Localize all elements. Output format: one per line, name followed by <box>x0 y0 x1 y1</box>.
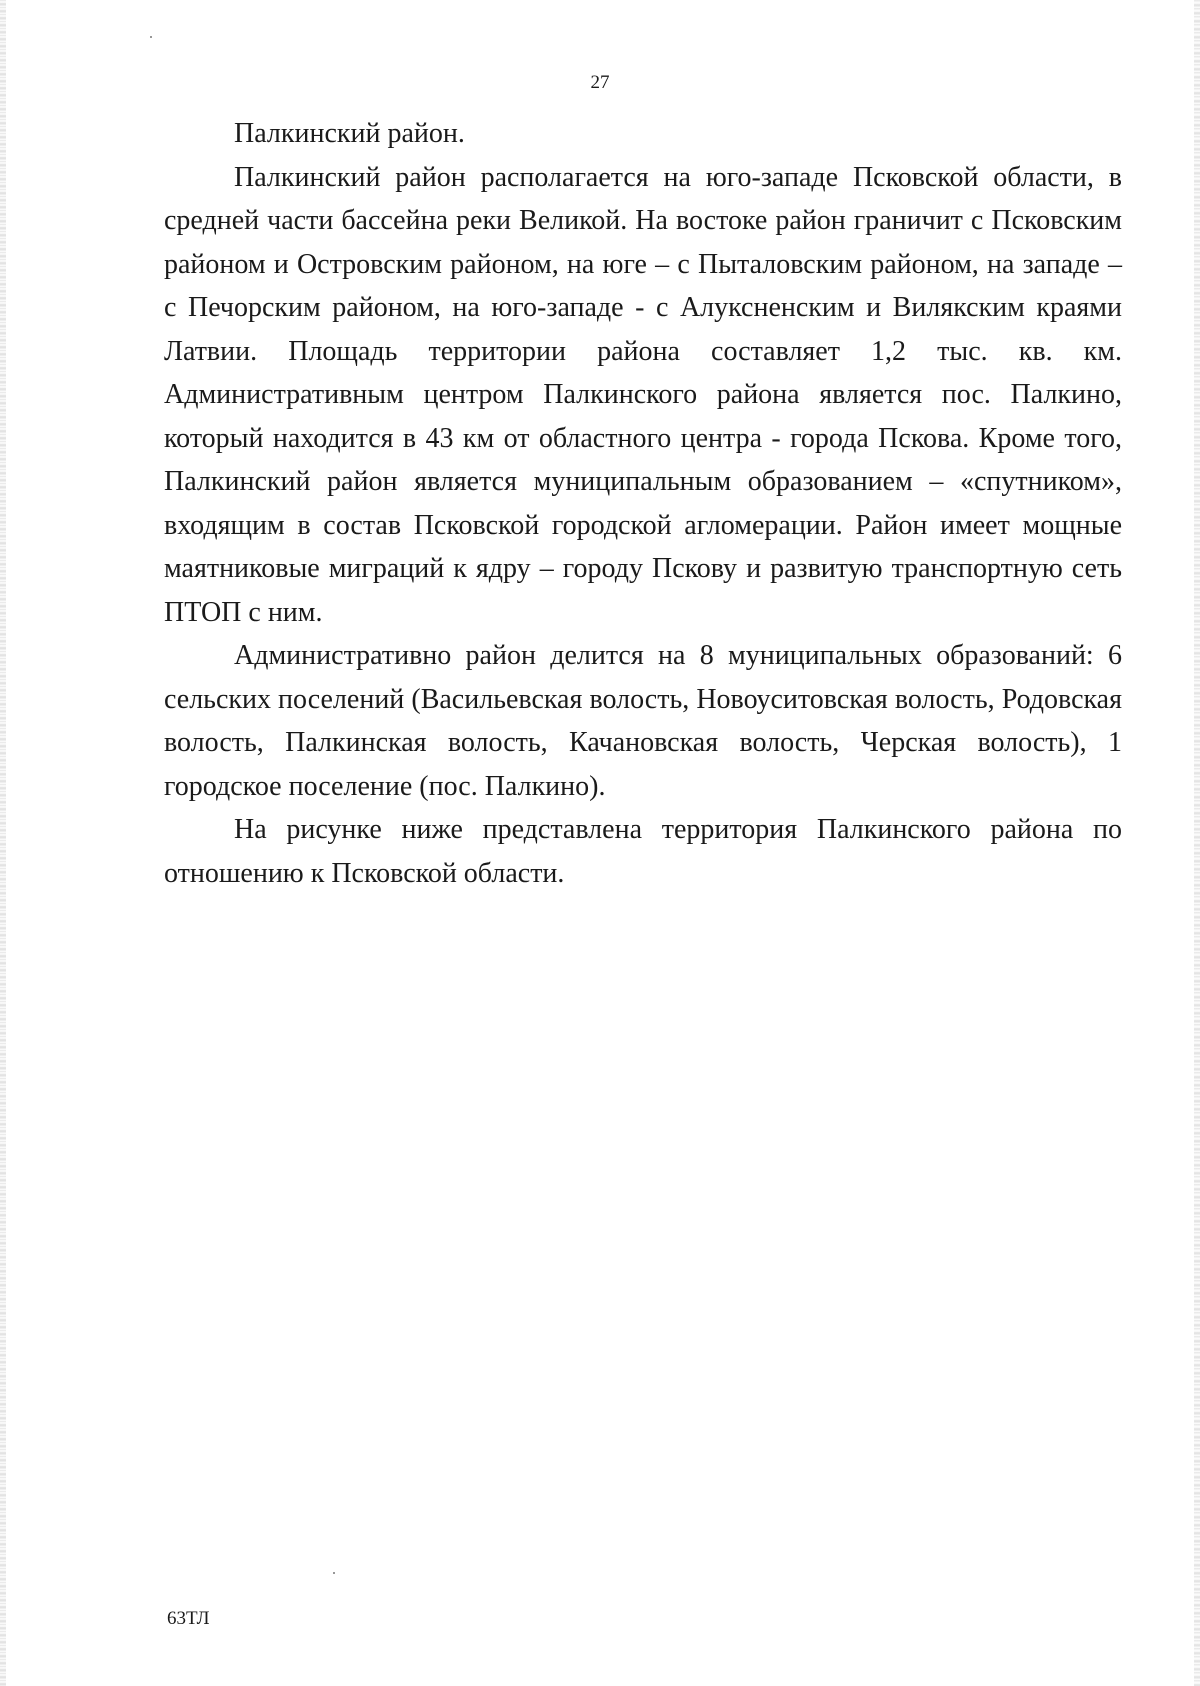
scan-edge-left <box>0 0 6 1686</box>
scan-edge-right <box>1194 0 1200 1686</box>
paragraph-figure-reference: На рисунке ниже представлена территория Палкинского района по отношению к Псковской области. <box>164 814 1122 889</box>
paragraph-location: Палкинский район располагается на юго-западе Псковской области, в средней части бассейна реки Великой. На востоке район граничит с Псковским районом и Островским районом, на юге – с Пыталовским районом, на западе – с Печорским районом, на юго-западе - с Алуксненским и Вилякским краями Латвии. Площадь территории района составляет 1,2 тыс. кв. км. Административным центром Палкинского района является пос. Палкино, который находится в 43 км от областного центра - города Пскова. Кроме того, Палкинский район является муниципальным образованием – «спутником», входящим в состав Псковской городской агломерации. Район имеет мощные маятниковые миграций к ядру – городу Пскову и развитую транспортную сеть ПТОП с ним. <box>164 161 1122 628</box>
scan-speck <box>333 1572 335 1574</box>
paragraph-administrative: Административно район делится на 8 муниципальных образований: 6 сельских поселений (Васильевская волость, Новоуситовская волость, Родовская волость, Палкинская волость, Качановская волость, Черская волость), 1 городское поселение (пос. Палкино). <box>164 640 1122 802</box>
scan-speck <box>150 36 152 38</box>
page-number: 27 <box>590 72 610 93</box>
section-heading: Палкинский район. <box>234 118 465 149</box>
document-body <box>164 112 1122 895</box>
footer-code: 63ТЛ <box>167 1608 210 1629</box>
